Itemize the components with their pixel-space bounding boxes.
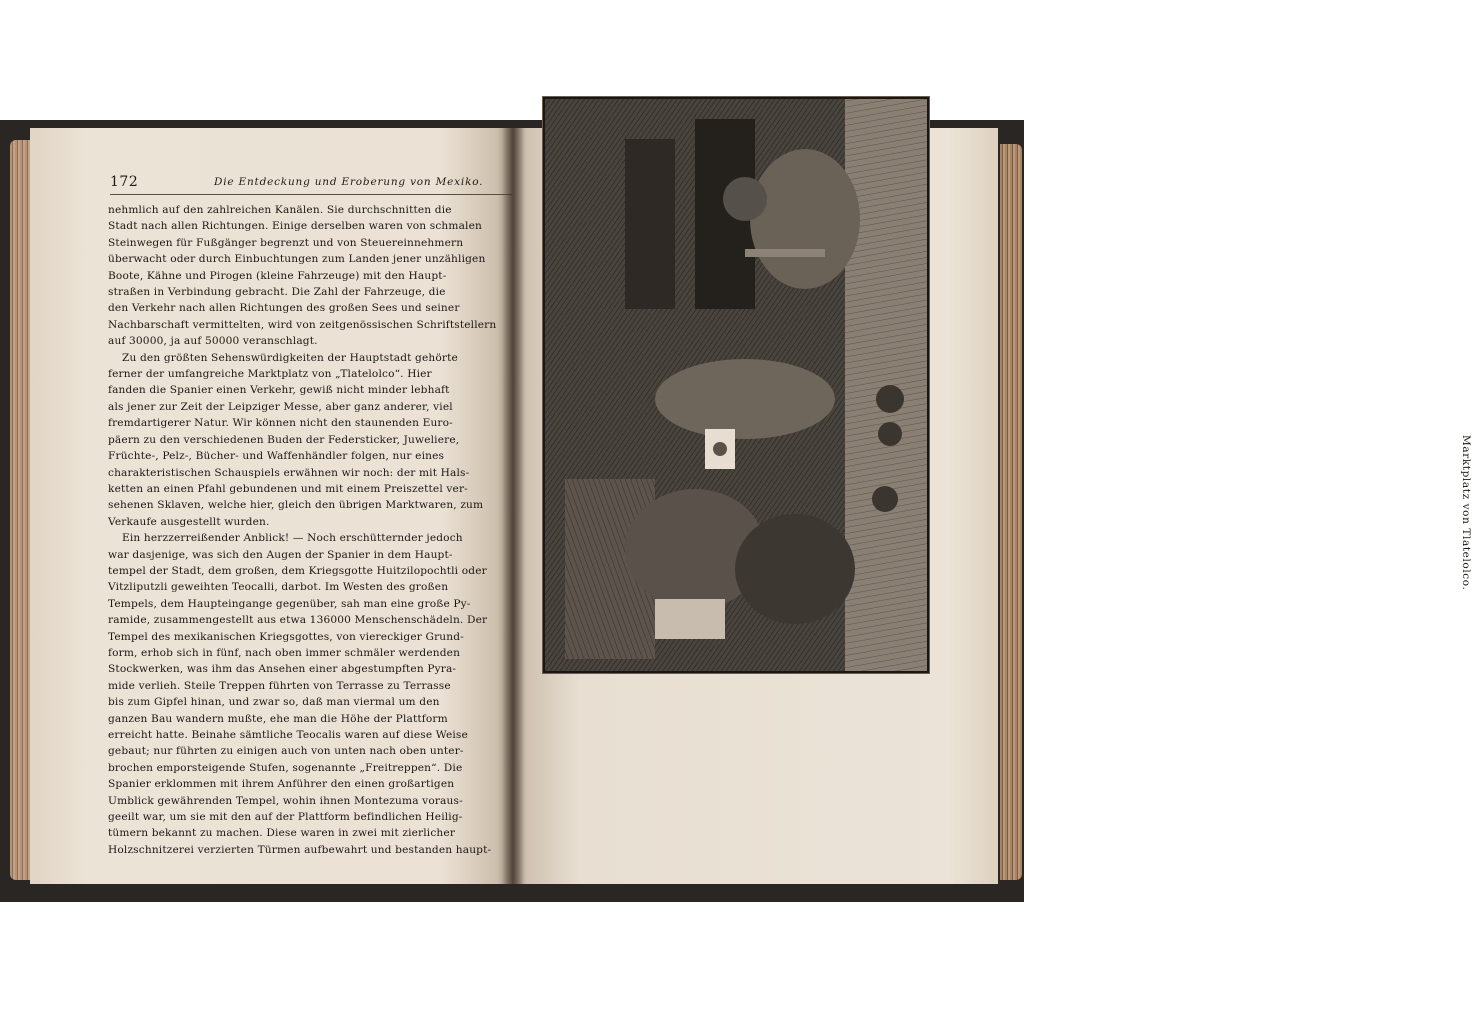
text-line: Verkaufe ausgestellt wurden. <box>108 515 270 528</box>
text-line: Zu den größten Sehenswürdigkeiten der Hauptstadt gehörte <box>122 351 458 364</box>
text-line: ketten an einen Pfahl gebundenen und mit einem Preiszettel ver- <box>108 482 468 495</box>
text-line: Vitzliputzli geweihten Teocalli, darbot. Im Westen des großen <box>108 581 449 594</box>
text-line: ramide, zusammengestellt aus etwa 136000 Menschenschädeln. Der <box>108 614 488 627</box>
page-number: 172 <box>110 174 139 190</box>
text-line: Boote, Kähne und Pirogen (kleine Fahrzeuge) mit den Haupt- <box>108 269 447 282</box>
text-line: Umblick gewährenden Tempel, wohin ihnen Montezuma voraus- <box>108 794 463 807</box>
text-line: Früchte-, Pelz-, Bücher- und Waffenhändler folgen, nur eines <box>108 450 445 463</box>
text-line: sehenen Sklaven, welche hier, gleich den übrigen Marktwaren, zum <box>108 499 484 512</box>
text-line: Stadt nach allen Richtungen. Einige derselben waren von schmalen <box>108 220 482 233</box>
text-line: geeilt war, um sie mit den auf der Plattform befindlichen Heilig- <box>108 811 463 824</box>
text-line: erreicht hatte. Beinahe sämtliche Teocalis waren auf diese Weise <box>108 729 468 741</box>
text-line: als jener zur Zeit der Leipziger Messe, aber ganz anderer, viel <box>108 400 453 413</box>
text-line: tümern bekannt zu machen. Diese waren in zwei mit zierlicher <box>108 827 456 840</box>
body-text <box>108 202 518 858</box>
text-line: auf 30000, ja auf 50000 veranschlagt. <box>108 335 318 348</box>
text-line: ferner der umfangreiche Marktplatz von „Tlatelolco“. Hier <box>108 368 432 381</box>
text-line: fanden die Spanier einen Verkehr, gewiß nicht minder lebhaft <box>108 384 450 397</box>
running-head: Die Entdeckung und Eroberung von Mexiko. <box>214 176 484 188</box>
text-line: päern zu den verschiedenen Buden der Federsticker, Juweliere, <box>108 433 460 446</box>
plate-caption: Marktplatz von Tlatelolco. <box>1460 435 1472 591</box>
text-line: Tempels, dem Haupteingange gegenüber, sah man eine große Py- <box>108 597 471 610</box>
text-line: gebaut; nur führten zu einigen auch von unten nach oben unter- <box>108 745 464 758</box>
market-scene-illustration <box>545 99 927 671</box>
text-line: form, erhob sich in fünf, nach oben immer schmäler werdenden <box>108 646 461 659</box>
book-gutter <box>502 128 524 884</box>
text-line: den Verkehr nach allen Richtungen des großen Sees und seiner <box>108 302 460 315</box>
text-line: Tempel des mexikanischen Kriegsgottes, von viereckiger Grund- <box>108 630 464 643</box>
text-line: Ein herzzerreißender Anblick! — Noch erschütternder jedoch <box>122 532 463 545</box>
text-line: straßen in Verbindung gebracht. Die Zahl der Fahrzeuge, die <box>108 286 446 299</box>
engraving-plate <box>543 97 929 673</box>
text-line: war dasjenige, was sich den Augen der Spanier in dem Haupt- <box>108 548 453 561</box>
left-page <box>30 128 512 884</box>
text-line: brochen emporsteigende Stufen, sogenannte „Freitreppen“. Die <box>108 761 463 774</box>
text-line: nehmlich auf den zahlreichen Kanälen. Sie durchschnitten die <box>108 204 452 216</box>
text-line: mide verlieh. Steile Treppen führten von Terrasse zu Terrasse <box>108 679 451 692</box>
text-line: Steinwegen für Fußgänger begrenzt und von Steuereinnehmern <box>108 236 464 249</box>
text-line: überwacht oder durch Einbuchtungen zum Landen jener unzähligen <box>108 253 486 266</box>
text-line: bis zum Gipfel hinan, und zwar so, daß man viermal um den <box>108 696 440 709</box>
text-line: Spanier erklommen mit ihrem Anführer den einen großartigen <box>108 778 455 791</box>
text-line: Nachbarschaft vermittelten, wird von zeitgenössischen Schriftstellern <box>108 318 497 331</box>
text-line: ganzen Bau wandern mußte, ehe man die Höhe der Plattform <box>108 712 448 725</box>
header-rule <box>110 194 514 195</box>
text-line: Holzschnitzerei verzierten Türmen aufbewahrt und bestanden haupt- <box>108 843 492 856</box>
text-line: Stockwerken, was ihm das Ansehen einer abgestumpften Pyra- <box>108 663 457 676</box>
text-line: fremdartigerer Natur. Wir können nicht den staunenden Euro- <box>108 417 453 430</box>
text-line: charakteristischen Schauspiels erwähnen wir noch: der mit Hals- <box>108 466 470 479</box>
text-line: tempel der Stadt, dem großen, dem Kriegsgotte Huitzilopochtli oder <box>108 564 487 577</box>
page-edges-right <box>1000 144 1022 880</box>
